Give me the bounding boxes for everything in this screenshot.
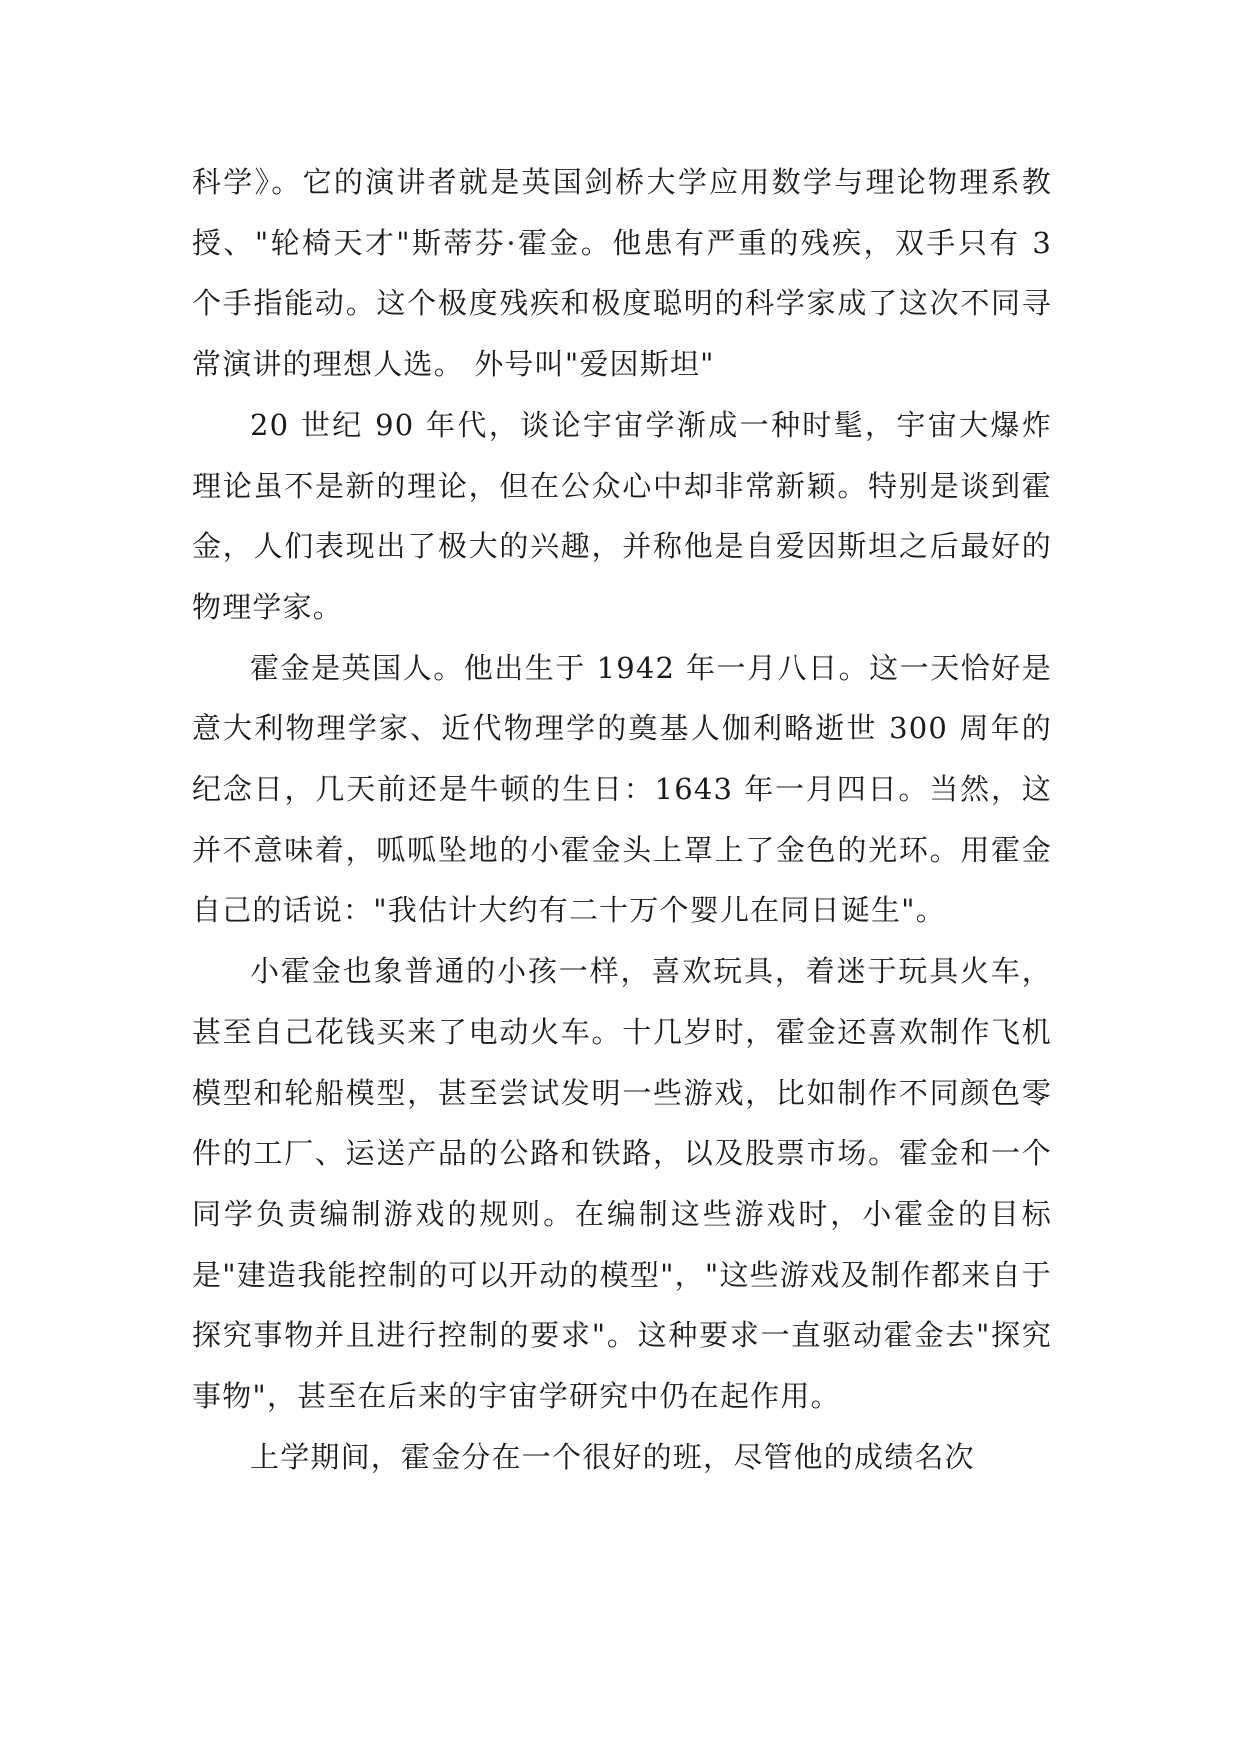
paragraph-continued: 科学》。它的演讲者就是英国剑桥大学应用数学与理论物理系教授、"轮椅天才"斯蒂芬·霍金。他患有严重的残疾，双手只有 3 个手指能动。这个极度残疾和极度聪明的科学家成了这次不同寻常演讲的理想人选。 外号叫"爱因斯坦": [192, 165, 1052, 382]
paragraph-1990s-cosmology: 20 世纪 90 年代，谈论宇宙学渐成一种时髦，宇宙大爆炸理论虽不是新的理论，但在公众心中却非常新颖。特别是谈到霍金，人们表现出了极大的兴趣，并称他是自爱因斯坦之后最好的物理学家。: [192, 407, 1052, 624]
paragraph-birth: 霍金是英国人。他出生于 1942 年一月八日。这一天恰好是意大利物理学家、近代物理学的奠基人伽利略逝世 300 周年的纪念日，几天前还是牛顿的生日：1643 年一月四日。当然，这并不意味着，呱呱坠地的小霍金头上罩上了金色的光环。用霍金自己的话说："我估计大约有二十万个婴儿在同日诞生"。: [192, 650, 1052, 928]
document-body: [192, 152, 1052, 1487]
paragraph-childhood: 小霍金也象普通的小孩一样，喜欢玩具，着迷于玩具火车，甚至自己花钱买来了电动火车。十几岁时，霍金还喜欢制作飞机模型和轮船模型，甚至尝试发明一些游戏，比如制作不同颜色零件的工厂、运送产品的公路和铁路，以及股票市场。霍金和一个同学负责编制游戏的规则。在编制这些游戏时，小霍金的目标是"建造我能控制的可以开动的模型"，"这些游戏及制作都来自于探究事物并且进行控制的要求"。这种要求一直驱动霍金去"探究事物"，甚至在后来的宇宙学研究中仍在起作用。: [192, 954, 1052, 1414]
paragraph-school: 上学期间，霍金分在一个很好的班，尽管他的成绩名次: [250, 1439, 975, 1474]
